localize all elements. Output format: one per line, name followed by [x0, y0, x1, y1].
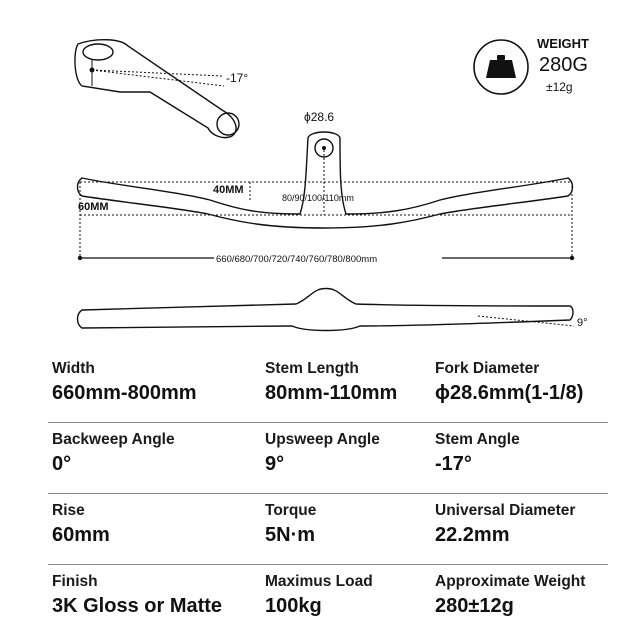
spec-width — [52, 360, 197, 405]
weight-title: WEIGHT — [537, 36, 589, 51]
weight-value: 280G — [539, 54, 588, 76]
spec-label: Universal Diameter — [435, 502, 576, 519]
spec-rise — [52, 502, 110, 547]
spec-value: 0° — [52, 453, 72, 475]
spec-stem-angle — [435, 431, 520, 476]
spec-label: Backweep Angle — [52, 431, 175, 448]
spec-upsweep-angle — [265, 431, 380, 476]
fork-center-dot — [322, 146, 326, 150]
spec-value: 22.2mm — [435, 524, 510, 546]
spec-universal-diameter — [435, 502, 575, 547]
spec-backsweep-angle — [52, 431, 175, 476]
stem-length-label: 80/90/100/110mm — [282, 193, 354, 203]
spec-value: 5N·m — [265, 524, 316, 546]
width-label: 660/680/700/720/740/760/780/800mm — [216, 254, 378, 265]
spec-label: Upsweep Angle — [265, 431, 380, 448]
spec-label: Maximus Load — [265, 573, 373, 590]
drop-label: 40MM — [213, 184, 244, 196]
spec-value: -17° — [435, 453, 472, 475]
pivot-dot — [90, 68, 95, 73]
spec-value: 3K Gloss or Matte — [52, 595, 223, 617]
spec-row — [48, 423, 608, 494]
spec-label: Width — [52, 360, 95, 377]
spec-value: ϕ28.6mm(1-1/8) — [435, 382, 584, 404]
spec-label: Fork Diameter — [435, 360, 540, 377]
spec-label: Torque — [265, 502, 317, 519]
weight-icon — [472, 38, 530, 96]
spec-label: Stem Length — [265, 360, 359, 377]
spec-label: Finish — [52, 573, 98, 590]
spec-label: Rise — [52, 502, 85, 519]
front-view-dimension-lines — [80, 150, 572, 258]
spec-value: 80mm-110mm — [265, 382, 398, 404]
stem-angle-label: -17° — [226, 71, 249, 85]
spec-approx-weight — [435, 573, 585, 618]
fork-diameter-label: ϕ28.6 — [304, 110, 335, 124]
spec-value: 60mm — [52, 524, 110, 546]
spec-value: 9° — [265, 453, 285, 475]
spec-max-load — [265, 573, 373, 618]
rise-label: 60MM — [78, 201, 109, 213]
spec-row — [48, 352, 608, 423]
spec-finish — [52, 573, 222, 618]
spec-torque — [265, 502, 316, 547]
stem-angle-guides — [92, 70, 224, 86]
spec-table — [48, 352, 608, 635]
spec-value: 100kg — [265, 595, 322, 617]
spec-fork-diameter — [435, 360, 583, 405]
side-view-drawing — [75, 40, 239, 138]
spec-value: 660mm-800mm — [52, 382, 197, 404]
spec-label: Stem Angle — [435, 431, 520, 448]
spec-value: 280±12g — [435, 595, 514, 617]
weight-tolerance: ±12g — [546, 80, 573, 94]
spec-row — [48, 494, 608, 565]
upsweep-label: 9° — [577, 317, 588, 329]
spec-stem-length — [265, 360, 397, 405]
spec-label: Approximate Weight — [435, 573, 586, 590]
top-view-drawing — [78, 289, 574, 331]
spec-row — [48, 565, 608, 635]
